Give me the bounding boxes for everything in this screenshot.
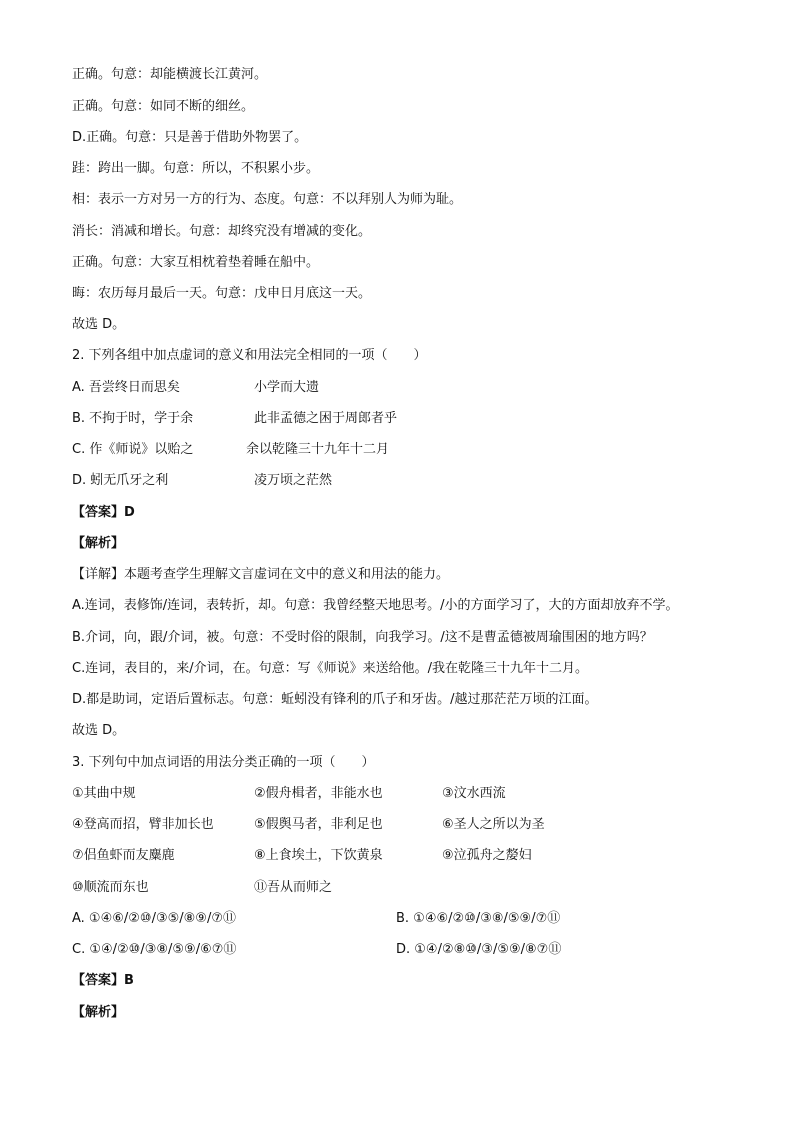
option-c-second: 余以乾隆三十九年十二月	[246, 442, 390, 457]
text-line: 晦：农历每月最后一天。句意：戊申日月底这一天。	[72, 286, 372, 301]
option-b: B. 不拘于时，学于余	[72, 411, 194, 426]
text-line: 正确。句意：却能横渡长江黄河。	[72, 67, 268, 82]
answer-label: 【答案】B	[72, 973, 134, 988]
item-cell: ⑨泣孤舟之嫠妇	[442, 848, 532, 863]
text-line: 跬：跨出一脚。句意：所以，不积累小步。	[72, 161, 320, 176]
option-a: A. ①④⑥/②⑩/③⑤/⑧⑨/⑦⑪	[72, 911, 236, 926]
explain-line: C.连词，表目的，来/介词，在。句意：写《师说》来送给他。/我在乾隆三十九年十二月。	[72, 661, 588, 676]
option-a: A. 吾尝终日而思矣	[72, 380, 180, 395]
question-stem: 3. 下列句中加点词语的用法分类正确的一项（ ）	[72, 755, 375, 770]
text-line: 正确。句意：如同不断的细丝。	[72, 99, 255, 114]
option-b-second: 此非孟德之困于周郎者乎	[254, 411, 398, 426]
item-cell: ②假舟楫者，非能水也	[254, 786, 383, 801]
item-cell: ①其曲中规	[72, 786, 136, 801]
explain-line: B.介词，向，跟/介词，被。句意：不受时俗的限制，向我学习。/这不是曹孟德被周瑜围困的地方吗？	[72, 630, 653, 645]
text-line: 故选 D。	[72, 317, 126, 332]
item-cell: ③汶水西流	[442, 786, 506, 801]
explain-line: A.连词，表修饰/连词，表转折，却。句意：我曾经整天地思考。/小的方面学习了，大的方面却放弃不学。	[72, 598, 679, 613]
text-line: 消长：消减和增长。句意：却终究没有增减的变化。	[72, 224, 372, 239]
item-cell: ④登高而招，臂非加长也	[72, 817, 214, 832]
text-line: 正确。句意：大家互相枕着垫着睡在船中。	[72, 255, 320, 270]
item-cell: ⑧上食埃土，下饮黄泉	[254, 848, 383, 863]
explain-line: D.都是助词，定语后置标志。句意：蚯蚓没有锋利的爪子和牙齿。/越过那茫茫万顷的江面。	[72, 692, 598, 707]
question-stem: 2. 下列各组中加点虚词的意义和用法完全相同的一项（ ）	[72, 348, 427, 363]
option-d-second: 凌万顷之茫然	[254, 473, 333, 488]
item-cell: ⑪吾从而师之	[254, 880, 333, 895]
option-b: B. ①④⑥/②⑩/③⑧/⑤⑨/⑦⑪	[396, 911, 561, 926]
option-d: D. ①④/②⑧⑩/③/⑤⑨/⑧⑦⑪	[396, 942, 562, 957]
analysis-label: 【解析】	[72, 1005, 125, 1020]
option-d: D. 蚓无爪牙之利	[72, 473, 169, 488]
text-line: D.正确。句意：只是善于借助外物罢了。	[72, 130, 308, 145]
answer-label: 【答案】D	[72, 505, 135, 520]
option-c: C. ①④/②⑩/③⑧/⑤⑨/⑥⑦⑪	[72, 942, 237, 957]
detail-text: 【详解】本题考查学生理解文言虚词在文中的意义和用法的能力。	[72, 567, 450, 582]
item-cell: ⑥圣人之所以为圣	[442, 817, 545, 832]
option-a-second: 小学而大遗	[254, 380, 320, 395]
analysis-label: 【解析】	[72, 536, 125, 551]
explain-line: 故选 D。	[72, 723, 126, 738]
option-c: C. 作《师说》以贻之	[72, 442, 194, 457]
item-cell: ⑤假舆马者，非利足也	[254, 817, 383, 832]
item-cell: ⑩顺流而东也	[72, 880, 149, 895]
item-cell: ⑦侣鱼虾而友麋鹿	[72, 848, 175, 863]
text-line: 相：表示一方对另一方的行为、态度。句意：不以拜别人为师为耻。	[72, 192, 463, 207]
